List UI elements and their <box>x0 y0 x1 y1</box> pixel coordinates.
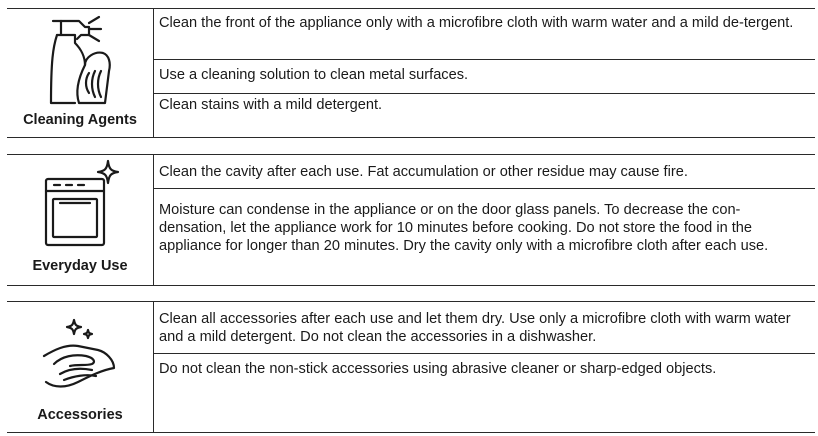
instruction-row: Clean the cavity after each use. Fat accumulation or other residue may cause fire. <box>153 163 815 189</box>
instruction-row: Clean stains with a mild detergent. <box>159 97 383 113</box>
instruction-row: Do not clean the non-stick accessories using abrasive cleaner or sharp-edged objects. <box>159 361 717 377</box>
section-label-cleaning-agents: Cleaning Agents <box>23 112 137 128</box>
instruction-row: Moisture can condense in the appliance or on the door glass panels. To decrease the con-densation, let the appliance work for 10 minutes before cooking. Do not store the food in the appliance for longer than 20 minutes. Dry the cavity only with a microfibre cloth after each use. <box>159 202 769 254</box>
cleaning-agents-icon-column <box>7 9 154 137</box>
instruction-row: Use a cleaning solution to clean metal surfaces. <box>153 64 815 94</box>
section-label-accessories: Accessories <box>37 407 123 423</box>
everyday-use-icon-column <box>7 155 154 285</box>
instruction-row: Clean the front of the appliance only with a microfibre cloth with warm water and a mild de-tergent. <box>153 14 815 60</box>
section-accessories <box>7 301 815 433</box>
section-cleaning-agents <box>7 8 815 138</box>
hand-cloth-sparkle-icon <box>40 316 120 396</box>
accessories-icon-column <box>7 302 154 432</box>
oven-sparkle-icon <box>40 159 120 247</box>
section-everyday-use <box>7 154 815 286</box>
instruction-row: Clean all accessories after each use and let them dry. Use only a microfibre cloth with warm water and a mild detergent. Do not clean the accessories in a dishwasher. <box>153 310 815 354</box>
spray-bottle-cloth-icon <box>45 13 115 105</box>
section-label-everyday-use: Everyday Use <box>32 258 128 274</box>
